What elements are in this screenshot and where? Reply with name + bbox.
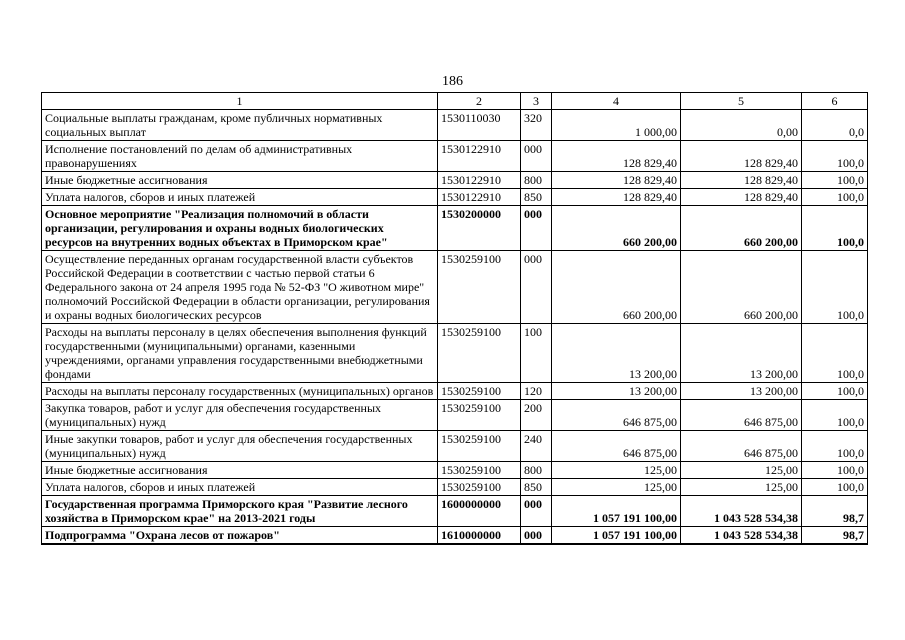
row-actual-amount-cell: 125,00: [681, 462, 802, 479]
row-percent-cell: 100,0: [802, 141, 868, 172]
row-name-cell: Иные бюджетные ассигнования: [42, 462, 438, 479]
row-name-cell: Закупка товаров, работ и услуг для обеспечения государственных (муниципальных) нужд: [42, 400, 438, 431]
table-body: [42, 93, 868, 545]
row-code-cell: 1530122910: [438, 189, 521, 206]
row-percent-cell: 0,0: [802, 110, 868, 141]
row-vr-cell: 000: [521, 206, 552, 251]
column-number-row: [42, 93, 868, 110]
row-code-cell: 1530110030: [438, 110, 521, 141]
row-plan-amount-cell: 13 200,00: [552, 383, 681, 400]
row-actual-amount-cell: 646 875,00: [681, 431, 802, 462]
row-vr-cell: 800: [521, 172, 552, 189]
row-code-cell: 1530259100: [438, 400, 521, 431]
row-vr-cell: 240: [521, 431, 552, 462]
row-percent-cell: 100,0: [802, 462, 868, 479]
row-plan-amount-cell: 660 200,00: [552, 251, 681, 324]
table-row: [42, 496, 868, 527]
row-vr-cell: 850: [521, 479, 552, 496]
row-name-cell: Основное мероприятие "Реализация полномочий в области организации, регулирования и охраны водных биологических ресурсов на внутренних водных объектах в Приморском крае": [42, 206, 438, 251]
table-row: [42, 324, 868, 383]
row-percent-cell: 100,0: [802, 324, 868, 383]
row-actual-amount-cell: 0,00: [681, 110, 802, 141]
row-name-cell: Государственная программа Приморского края "Развитие лесного хозяйства в Приморском крае" на 2013-2021 годы: [42, 496, 438, 527]
page-number: 186: [442, 74, 463, 89]
row-name-cell: Подпрограмма "Охрана лесов от пожаров": [42, 527, 438, 545]
row-code-cell: 1530259100: [438, 324, 521, 383]
row-plan-amount-cell: 13 200,00: [552, 324, 681, 383]
table-row: [42, 189, 868, 206]
row-percent-cell: 100,0: [802, 383, 868, 400]
budget-table: [41, 92, 868, 545]
table-row: [42, 141, 868, 172]
row-actual-amount-cell: 13 200,00: [681, 383, 802, 400]
row-vr-cell: 000: [521, 496, 552, 527]
table-row: [42, 251, 868, 324]
table-row: [42, 172, 868, 189]
row-code-cell: 1600000000: [438, 496, 521, 527]
row-actual-amount-cell: 660 200,00: [681, 206, 802, 251]
table-row: [42, 206, 868, 251]
row-vr-cell: 000: [521, 141, 552, 172]
table-row: [42, 383, 868, 400]
row-vr-cell: 100: [521, 324, 552, 383]
row-actual-amount-cell: 660 200,00: [681, 251, 802, 324]
column-header-2: 2: [438, 93, 521, 110]
row-plan-amount-cell: 128 829,40: [552, 189, 681, 206]
row-vr-cell: 850: [521, 189, 552, 206]
row-plan-amount-cell: 646 875,00: [552, 431, 681, 462]
row-code-cell: 1530259100: [438, 462, 521, 479]
column-header-1: 1: [42, 93, 438, 110]
row-plan-amount-cell: 125,00: [552, 479, 681, 496]
row-vr-cell: 120: [521, 383, 552, 400]
row-code-cell: 1530259100: [438, 383, 521, 400]
row-percent-cell: 100,0: [802, 189, 868, 206]
table-row: [42, 479, 868, 496]
row-percent-cell: 100,0: [802, 479, 868, 496]
row-actual-amount-cell: 125,00: [681, 479, 802, 496]
row-percent-cell: 100,0: [802, 172, 868, 189]
table-row: [42, 462, 868, 479]
row-plan-amount-cell: 646 875,00: [552, 400, 681, 431]
table-row: [42, 527, 868, 545]
row-actual-amount-cell: 13 200,00: [681, 324, 802, 383]
row-plan-amount-cell: 1 057 191 100,00: [552, 527, 681, 545]
row-name-cell: Осуществление переданных органам государственной власти субъектов Российской Федерации в соответствии с частью первой статьи 6 Федерального закона от 24 апреля 1995 года № 52-ФЗ "О животном мире" полномочий Российской Федерации в области организации, регулирования и охраны водных биологических ресурсов: [42, 251, 438, 324]
row-plan-amount-cell: 660 200,00: [552, 206, 681, 251]
row-code-cell: 1530259100: [438, 479, 521, 496]
row-percent-cell: 100,0: [802, 400, 868, 431]
row-name-cell: Расходы на выплаты персоналу государственных (муниципальных) органов: [42, 383, 438, 400]
row-actual-amount-cell: 1 043 528 534,38: [681, 496, 802, 527]
row-name-cell: Социальные выплаты гражданам, кроме публичных нормативных социальных выплат: [42, 110, 438, 141]
row-percent-cell: 98,7: [802, 496, 868, 527]
row-plan-amount-cell: 128 829,40: [552, 172, 681, 189]
row-plan-amount-cell: 125,00: [552, 462, 681, 479]
row-name-cell: Иные бюджетные ассигнования: [42, 172, 438, 189]
row-name-cell: Уплата налогов, сборов и иных платежей: [42, 189, 438, 206]
row-vr-cell: 000: [521, 251, 552, 324]
row-name-cell: Уплата налогов, сборов и иных платежей: [42, 479, 438, 496]
row-code-cell: 1530122910: [438, 172, 521, 189]
row-code-cell: 1530259100: [438, 251, 521, 324]
row-actual-amount-cell: 128 829,40: [681, 141, 802, 172]
row-code-cell: 1530122910: [438, 141, 521, 172]
row-actual-amount-cell: 128 829,40: [681, 172, 802, 189]
column-header-6: 6: [802, 93, 868, 110]
table-row: [42, 110, 868, 141]
table-row: [42, 400, 868, 431]
row-actual-amount-cell: 128 829,40: [681, 189, 802, 206]
column-header-5: 5: [681, 93, 802, 110]
row-vr-cell: 800: [521, 462, 552, 479]
row-percent-cell: 100,0: [802, 206, 868, 251]
table-row: [42, 431, 868, 462]
row-percent-cell: 100,0: [802, 251, 868, 324]
row-vr-cell: 200: [521, 400, 552, 431]
row-plan-amount-cell: 1 000,00: [552, 110, 681, 141]
row-code-cell: 1530259100: [438, 431, 521, 462]
row-code-cell: 1530200000: [438, 206, 521, 251]
row-actual-amount-cell: 646 875,00: [681, 400, 802, 431]
row-actual-amount-cell: 1 043 528 534,38: [681, 527, 802, 545]
row-plan-amount-cell: 128 829,40: [552, 141, 681, 172]
row-percent-cell: 100,0: [802, 431, 868, 462]
column-header-4: 4: [552, 93, 681, 110]
row-vr-cell: 320: [521, 110, 552, 141]
row-vr-cell: 000: [521, 527, 552, 545]
column-header-3: 3: [521, 93, 552, 110]
row-name-cell: Расходы на выплаты персоналу в целях обеспечения выполнения функций государственными (муниципальными) органами, казенными учреждениями, органами управления государственными внебюджетными фондами: [42, 324, 438, 383]
row-code-cell: 1610000000: [438, 527, 521, 545]
row-name-cell: Иные закупки товаров, работ и услуг для обеспечения государственных (муниципальных) нужд: [42, 431, 438, 462]
row-percent-cell: 98,7: [802, 527, 868, 545]
row-name-cell: Исполнение постановлений по делам об административных правонарушениях: [42, 141, 438, 172]
row-plan-amount-cell: 1 057 191 100,00: [552, 496, 681, 527]
